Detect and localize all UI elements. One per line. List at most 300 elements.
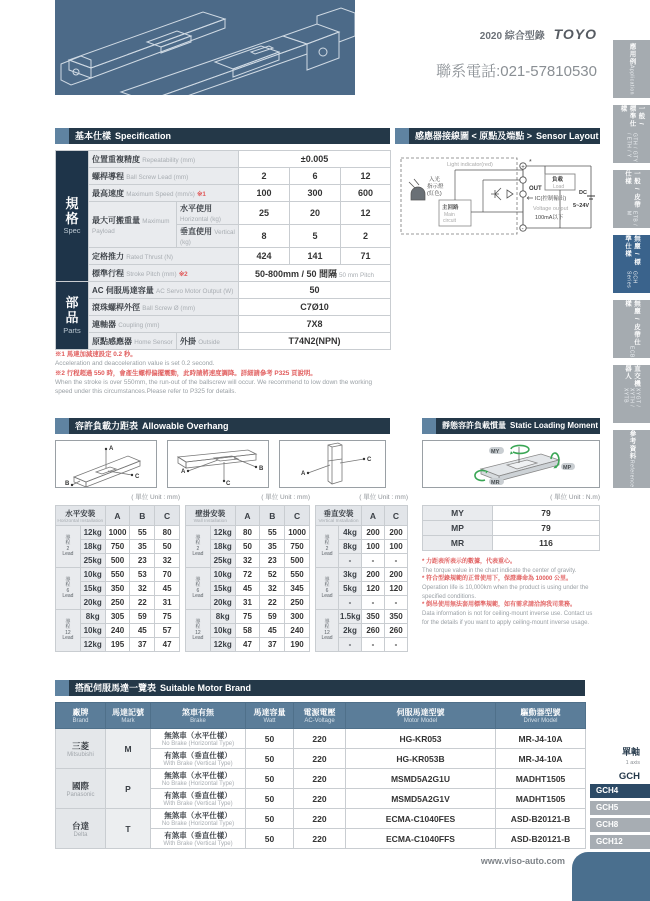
payload-weight: 4kg bbox=[339, 526, 362, 540]
overhang-col-c: C bbox=[155, 506, 180, 526]
spec-label: 螺桿導程 Ball Screw Lead (mm) bbox=[89, 168, 239, 185]
overhang-value: 80 bbox=[155, 526, 180, 540]
lead-group-12: 導 程 12 Lead bbox=[186, 610, 211, 652]
svg-text:Light indicator(red): Light indicator(red) bbox=[447, 162, 493, 168]
note-gray: The torque value in the chart indicate the center of gravity. bbox=[422, 567, 577, 574]
sidebar-tab-xygt-xyth-xytb[interactable] bbox=[613, 365, 650, 423]
brake-type: 無煞車（水平仕樣） No Brake (Horizontal Type) bbox=[151, 729, 246, 749]
note-red: * 倒吊使用無法套用標準規範，如有需求請洽詢我司業務。 bbox=[422, 602, 577, 609]
driver-model: MR-J4-10A bbox=[496, 729, 586, 749]
overhang-value: 55 bbox=[130, 526, 155, 540]
sidebar-tab-etb-m[interactable] bbox=[613, 170, 650, 228]
overhang-value: 550 bbox=[285, 568, 310, 582]
spec-sublabel: 外掛 Outside bbox=[177, 333, 239, 350]
static-moment-diagram bbox=[422, 440, 600, 488]
motor-voltage: 220 bbox=[294, 769, 346, 789]
overhang-value: 240 bbox=[285, 624, 310, 638]
unit-label-moment: ( 單位 Unit : N.m) bbox=[550, 494, 600, 501]
section-accent-square bbox=[55, 418, 69, 434]
payload-weight: 12kg bbox=[210, 638, 235, 652]
overhang-value: 58 bbox=[235, 624, 260, 638]
motor-voltage: 220 bbox=[294, 809, 346, 829]
contact-phone: 聯系電話:021-57810530 bbox=[436, 63, 597, 80]
driver-model: MADHT1505 bbox=[496, 769, 586, 789]
spec-footnotes bbox=[55, 350, 390, 396]
svg-text:MP: MP bbox=[563, 465, 572, 471]
overhang-row bbox=[56, 610, 180, 624]
motor-voltage: 220 bbox=[294, 789, 346, 809]
svg-text:C: C bbox=[367, 457, 372, 463]
spec-sublabel: 水平使用 Horizontal (kg) bbox=[177, 202, 239, 225]
svg-text:DC: DC bbox=[579, 190, 587, 196]
payload-weight: 18kg bbox=[210, 540, 235, 554]
overhang-value: 200 bbox=[362, 568, 385, 582]
overhang-value: 53 bbox=[130, 568, 155, 582]
spec-value: 12 bbox=[341, 202, 391, 225]
svg-text:B: B bbox=[259, 466, 264, 472]
spec-label: 最大可搬重量 Maximum Payload bbox=[89, 202, 177, 248]
spec-value: 5 bbox=[290, 225, 341, 248]
sidebar-tab-gch-series[interactable] bbox=[613, 235, 650, 293]
overhang-install-type: 垂直安裝 Vertical Installation bbox=[316, 506, 362, 526]
overhang-value: 1000 bbox=[105, 526, 130, 540]
overhang-value: 120 bbox=[362, 582, 385, 596]
overhang-row bbox=[186, 568, 310, 582]
overhang-row bbox=[186, 610, 310, 624]
sidebar-tab-application[interactable] bbox=[613, 40, 650, 98]
note-gray: Operation life is 10,000km when the product is using under the specified conditions. bbox=[422, 585, 589, 600]
corner-decoration bbox=[572, 852, 650, 901]
overhang-value: - bbox=[362, 554, 385, 568]
website-url: www.viso-auto.com bbox=[480, 856, 565, 866]
overhang-value: 750 bbox=[105, 540, 130, 554]
overhang-value: 500 bbox=[285, 554, 310, 568]
spec-label: 滾珠螺桿外徑 Ball Screw Ø (mm) bbox=[89, 299, 239, 316]
svg-text:指示燈: 指示燈 bbox=[427, 184, 444, 190]
sidebar-tab-label-zh: 無塵 / 皮帶仕樣 bbox=[624, 300, 640, 346]
svg-text:B: B bbox=[65, 481, 70, 487]
payload-weight: - bbox=[339, 596, 362, 610]
note-gray: When the stroke is over 550mm, the run-out of the ballscrew will occur. We recommend to low down the working speed under this circumstances.Please refer to P325 for details. bbox=[55, 378, 373, 396]
driver-model: MADHT1505 bbox=[496, 789, 586, 809]
overhang-row bbox=[316, 568, 408, 582]
motor-watt: 50 bbox=[246, 789, 294, 809]
moment-value: 79 bbox=[493, 521, 600, 536]
axis-label-en: 1 axis bbox=[625, 759, 640, 766]
overhang-value: 70 bbox=[155, 568, 180, 582]
spec-row bbox=[56, 265, 391, 282]
series-axis-label bbox=[540, 742, 640, 783]
catalog-title bbox=[380, 26, 597, 42]
overhang-value: 57 bbox=[155, 624, 180, 638]
spec-value: 300 bbox=[290, 185, 341, 202]
driver-model: ASD-B20121-B bbox=[496, 829, 586, 849]
overhang-value: 45 bbox=[155, 582, 180, 596]
svg-text:負載: 負載 bbox=[552, 177, 564, 183]
overhang-value: 500 bbox=[105, 554, 130, 568]
overhang-table-wall bbox=[185, 505, 310, 652]
svg-text:(紅色): (紅色) bbox=[427, 191, 442, 197]
motor-mark: P bbox=[106, 769, 151, 809]
overhang-value: 32 bbox=[130, 582, 155, 596]
overhang-header-row bbox=[316, 506, 408, 526]
static-section-header bbox=[422, 418, 600, 434]
motor-voltage: 220 bbox=[294, 829, 346, 849]
overhang-value: 195 bbox=[105, 638, 130, 652]
static-title-en: Static Loading Moment bbox=[510, 421, 598, 430]
sensor-title-en: Sensor Layout bbox=[536, 131, 599, 141]
overhang-value: 1000 bbox=[285, 526, 310, 540]
motor-col-ac-voltage: 電源電壓 AC-Voltage bbox=[294, 703, 346, 729]
motor-model: MSMD5A2G1V bbox=[346, 789, 496, 809]
svg-text:100mA以下: 100mA以下 bbox=[535, 215, 564, 221]
overhang-value: - bbox=[362, 596, 385, 610]
sensor-wiring-diagram bbox=[395, 150, 600, 240]
spec-value: 424 bbox=[239, 248, 290, 265]
unit-label-horizontal: ( 單位 Unit : mm) bbox=[131, 494, 180, 501]
overhang-value: 350 bbox=[362, 610, 385, 624]
note-gray: Acceleration and deacceleration value is set 0.2 second. bbox=[55, 360, 215, 368]
overhang-value: 200 bbox=[362, 526, 385, 540]
overhang-value: 35 bbox=[130, 540, 155, 554]
payload-weight: 20kg bbox=[80, 596, 105, 610]
spec-label: 位置重複精度 Repeatability (mm) bbox=[89, 151, 239, 168]
sidebar-tab-label-zh: 無塵 / 標準仕樣 bbox=[624, 235, 640, 266]
motor-header-row bbox=[56, 703, 586, 729]
overhang-value: 75 bbox=[235, 610, 260, 624]
overhang-value: 200 bbox=[385, 526, 408, 540]
motor-col-motor-model: 伺服馬達型號 Motor Model bbox=[346, 703, 496, 729]
overhang-value: 345 bbox=[285, 582, 310, 596]
overhang-value: 750 bbox=[285, 540, 310, 554]
moment-value: 116 bbox=[493, 536, 600, 551]
product-line-drawing-icon bbox=[55, 0, 355, 95]
spec-value: 20 bbox=[290, 202, 341, 225]
overhang-value: - bbox=[385, 596, 408, 610]
overhang-value: 47 bbox=[155, 638, 180, 652]
motor-title-zh: 搭配伺服馬達一覽表 bbox=[75, 683, 157, 693]
sidebar-tab-gth-gty-eth-y[interactable] bbox=[613, 105, 650, 163]
series-tab-gch8[interactable]: GCH8 bbox=[590, 818, 650, 832]
svg-text:Load: Load bbox=[553, 184, 565, 190]
svg-text:A: A bbox=[109, 446, 114, 452]
spec-value: 12 bbox=[341, 168, 391, 185]
sidebar-tab-label-zh: 一般 / 標準仕樣 bbox=[619, 105, 645, 128]
motor-section-header bbox=[55, 680, 585, 696]
overhang-value: 22 bbox=[260, 596, 285, 610]
section-accent-square bbox=[55, 680, 69, 696]
overhang-install-type: 水平安裝 Horizontal Installation bbox=[56, 506, 106, 526]
overhang-value: 59 bbox=[260, 610, 285, 624]
sensor-section-header bbox=[395, 128, 600, 144]
lead-group-12: 導 程 12 Lead bbox=[56, 610, 81, 652]
overhang-row bbox=[56, 568, 180, 582]
overhang-value: 32 bbox=[260, 582, 285, 596]
overhang-value: 72 bbox=[235, 568, 260, 582]
svg-text:circuit: circuit bbox=[443, 218, 457, 224]
moment-axis-my: MY bbox=[423, 506, 493, 521]
overhang-section-header bbox=[55, 418, 390, 434]
note-red: * 符合型錄規範的正常使用下，保證壽命為 10000 公里。 bbox=[422, 576, 573, 583]
svg-text:MY: MY bbox=[491, 449, 500, 455]
spec-row bbox=[56, 168, 391, 185]
lead-group-2: 導 程 2 Lead bbox=[316, 526, 339, 568]
overhang-value: 50 bbox=[155, 540, 180, 554]
toyo-logo: TOYO bbox=[553, 26, 597, 42]
svg-text:+: + bbox=[521, 164, 525, 171]
svg-text:-: - bbox=[521, 226, 524, 233]
catalog-year-label: 2020 綜合型錄 bbox=[479, 31, 545, 42]
overhang-value: 59 bbox=[130, 610, 155, 624]
section-accent-square bbox=[422, 418, 436, 434]
payload-weight: 12kg bbox=[210, 526, 235, 540]
overhang-table-horizontal bbox=[55, 505, 180, 652]
motor-row bbox=[56, 809, 586, 829]
note-red: ※2 行程超過 550 時，會產生螺桿偏擺震動，此時請將速度調降。詳細請參考 P325 頁說明。 bbox=[55, 369, 317, 377]
section-accent-square bbox=[395, 128, 409, 144]
motor-mark: M bbox=[106, 729, 151, 769]
spec-row bbox=[56, 333, 391, 350]
lead-group-12: 導 程 12 Lead bbox=[316, 610, 339, 652]
overhang-value: 45 bbox=[130, 624, 155, 638]
spec-title-zh: 基本仕樣 bbox=[75, 131, 112, 141]
note-red: ※1 馬達加減速設定 0.2 秒。 bbox=[55, 351, 137, 358]
moment-row bbox=[423, 536, 600, 551]
overhang-value: 50 bbox=[235, 540, 260, 554]
svg-text:Voltage output: Voltage output bbox=[533, 206, 569, 212]
overhang-value: 52 bbox=[260, 568, 285, 582]
overhang-col-a: A bbox=[362, 506, 385, 526]
motor-row bbox=[56, 729, 586, 749]
sidebar-tab-label-en: Reference bbox=[628, 460, 635, 488]
spec-value: 8 bbox=[239, 225, 290, 248]
overhang-value: 250 bbox=[285, 596, 310, 610]
payload-weight: 12kg bbox=[80, 526, 105, 540]
motor-brand-table bbox=[55, 702, 586, 849]
spec-row bbox=[56, 299, 391, 316]
overhang-value: 22 bbox=[130, 596, 155, 610]
svg-text:OUT: OUT bbox=[529, 186, 542, 192]
motor-watt: 50 bbox=[246, 729, 294, 749]
overhang-value: 300 bbox=[285, 610, 310, 624]
sidebar-tab-label-en: ECB bbox=[628, 346, 635, 358]
svg-text:主回路: 主回路 bbox=[442, 205, 459, 211]
series-tab-gch12[interactable]: GCH12 bbox=[590, 835, 650, 849]
driver-model: MR-J4-10A bbox=[496, 749, 586, 769]
spec-row bbox=[56, 282, 391, 299]
payload-weight: 10kg bbox=[210, 624, 235, 638]
motor-model: HG-KR053B bbox=[346, 749, 496, 769]
sidebar-tab-label-zh: 一般 / 皮帶仕樣 bbox=[624, 170, 640, 209]
sidebar-tab-label-zh: 直交機器人 bbox=[624, 365, 640, 388]
overhang-value: 250 bbox=[105, 596, 130, 610]
wall-mount-icon bbox=[168, 441, 268, 487]
unit-label-wall: ( 單位 Unit : mm) bbox=[261, 494, 310, 501]
overhang-row bbox=[56, 526, 180, 540]
overhang-value: - bbox=[385, 554, 408, 568]
spec-value: 100 bbox=[239, 185, 290, 202]
spec-value: C7Ø10 bbox=[239, 299, 391, 316]
note-gray: Data information is not for ceiling-mount inverse use. Contact us for the details if you want to apply ceiling-mount inverse usage. bbox=[422, 611, 593, 626]
svg-text:C: C bbox=[226, 481, 231, 487]
spec-group-spec: 規 格 Spec bbox=[56, 151, 89, 282]
overhang-value: - bbox=[362, 638, 385, 652]
spec-value: 25 bbox=[239, 202, 290, 225]
sidebar-tab-reference[interactable] bbox=[613, 430, 650, 488]
payload-weight: 25kg bbox=[210, 554, 235, 568]
motor-col-watt: 馬達容量 Watt bbox=[246, 703, 294, 729]
sidebar-tab-ecb[interactable] bbox=[613, 300, 650, 358]
payload-weight: 10kg bbox=[210, 568, 235, 582]
payload-weight: 15kg bbox=[210, 582, 235, 596]
moment-axis-mr: MR bbox=[423, 536, 493, 551]
overhang-value: 37 bbox=[130, 638, 155, 652]
series-page-tabs bbox=[590, 784, 650, 852]
spec-row bbox=[56, 151, 391, 168]
horizontal-mount-icon bbox=[56, 441, 156, 487]
motor-mark: T bbox=[106, 809, 151, 849]
overhang-value: 55 bbox=[260, 526, 285, 540]
svg-text:Main: Main bbox=[444, 212, 455, 218]
motor-watt: 50 bbox=[246, 749, 294, 769]
overhang-col-c: C bbox=[385, 506, 408, 526]
overhang-value: 200 bbox=[385, 568, 408, 582]
spec-title-en: Specification bbox=[115, 131, 172, 141]
overhang-value: 32 bbox=[235, 554, 260, 568]
brake-type: 無煞車（水平仕樣） No Brake (Horizontal Type) bbox=[151, 769, 246, 789]
brake-type: 有煞車（垂直仕樣） With Brake (Vertical Type) bbox=[151, 829, 246, 849]
sidebar-tab-label-en: GTH / GTY / ETH / Y bbox=[625, 133, 638, 163]
spec-label: 連軸器 Coupling (mm) bbox=[89, 316, 239, 333]
spec-table bbox=[55, 150, 391, 350]
svg-text:MR: MR bbox=[491, 480, 500, 486]
overhang-diagram-wall bbox=[167, 440, 269, 488]
spec-value: 2 bbox=[239, 168, 290, 185]
spec-value: T74N2(NPN) bbox=[239, 333, 391, 350]
motor-col-brake: 煞車有無 Brake bbox=[151, 703, 246, 729]
spec-value: 6 bbox=[290, 168, 341, 185]
payload-weight: 12kg bbox=[80, 638, 105, 652]
spec-group-parts: 部 品 Parts bbox=[56, 282, 89, 350]
overhang-row bbox=[316, 526, 408, 540]
note-red: * 力距表所表示的數據，代表重心。 bbox=[422, 559, 517, 565]
vertical-mount-icon bbox=[280, 441, 385, 487]
overhang-value: - bbox=[385, 638, 408, 652]
overhang-value: 23 bbox=[130, 554, 155, 568]
spec-value: ±0.005 bbox=[239, 151, 391, 168]
overhang-value: 45 bbox=[235, 582, 260, 596]
motor-col-brand: 廠牌 Brand bbox=[56, 703, 106, 729]
overhang-title-en: Allowable Overhang bbox=[142, 421, 229, 431]
overhang-value: 120 bbox=[385, 582, 408, 596]
spec-value: 2 bbox=[341, 225, 391, 248]
moment-value: 79 bbox=[493, 506, 600, 521]
overhang-col-b: B bbox=[130, 506, 155, 526]
series-tab-gch5[interactable]: GCH5 bbox=[590, 801, 650, 815]
motor-model: HG-KR053 bbox=[346, 729, 496, 749]
lead-group-2: 導 程 2 Lead bbox=[56, 526, 81, 568]
sidebar-tab-label-zh: 應用例 bbox=[628, 42, 636, 66]
sidebar-tab-label-en: Application bbox=[628, 65, 635, 96]
sensor-circuit-icon bbox=[395, 150, 600, 240]
motor-voltage: 220 bbox=[294, 749, 346, 769]
spec-row bbox=[56, 248, 391, 265]
motor-model: ECMA-C1040FFS bbox=[346, 829, 496, 849]
spec-value: 141 bbox=[290, 248, 341, 265]
spec-value: 600 bbox=[341, 185, 391, 202]
overhang-install-type: 壁掛安裝 Wall Installation bbox=[186, 506, 236, 526]
driver-model: ASD-B20121-B bbox=[496, 809, 586, 829]
series-tab-gch4[interactable]: GCH4 bbox=[590, 784, 650, 798]
overhang-value: 350 bbox=[385, 610, 408, 624]
sidebar-tab-label-zh: 參考資料 bbox=[628, 430, 636, 461]
overhang-value: 80 bbox=[235, 526, 260, 540]
spec-section-header bbox=[55, 128, 390, 144]
overhang-value: 550 bbox=[105, 568, 130, 582]
payload-weight: 8kg bbox=[339, 540, 362, 554]
motor-watt: 50 bbox=[246, 829, 294, 849]
payload-weight: 10kg bbox=[80, 568, 105, 582]
static-notes bbox=[422, 558, 600, 628]
overhang-value: 100 bbox=[362, 540, 385, 554]
payload-weight: 8kg bbox=[80, 610, 105, 624]
spec-value: 50 bbox=[239, 282, 391, 299]
payload-weight: 3kg bbox=[339, 568, 362, 582]
payload-weight: 2kg bbox=[339, 624, 362, 638]
moment-axes-icon bbox=[423, 441, 599, 487]
overhang-value: 240 bbox=[105, 624, 130, 638]
overhang-value: 45 bbox=[260, 624, 285, 638]
sidebar-tab-label-en: XYGT / XYTH / XYTB bbox=[622, 387, 641, 408]
category-sidebar bbox=[613, 40, 650, 495]
overhang-diagram-horizontal bbox=[55, 440, 157, 488]
overhang-diagram-vertical bbox=[279, 440, 386, 488]
motor-model: MSMD5A2G1U bbox=[346, 769, 496, 789]
overhang-value: 31 bbox=[235, 596, 260, 610]
payload-weight: - bbox=[339, 638, 362, 652]
brake-type: 無煞車（水平仕樣） No Brake (Horizontal Type) bbox=[151, 809, 246, 829]
overhang-value: 32 bbox=[155, 554, 180, 568]
lead-group-6: 導 程 6 Lead bbox=[316, 568, 339, 610]
spec-label: 最高速度 Maximum Speed (mm/s) ※1 bbox=[89, 185, 239, 202]
spec-value: 50-800mm / 50 間隔 50 mm Pitch bbox=[239, 265, 391, 282]
payload-weight: 18kg bbox=[80, 540, 105, 554]
spec-row bbox=[56, 202, 391, 225]
spec-label: AC 伺服馬達容量 AC Servo Motor Output (W) bbox=[89, 282, 239, 299]
payload-weight: 25kg bbox=[80, 554, 105, 568]
svg-text:C: C bbox=[135, 474, 140, 480]
brake-type: 有煞車（垂直仕樣） With Brake (Vertical Type) bbox=[151, 749, 246, 769]
overhang-value: 31 bbox=[155, 596, 180, 610]
payload-weight: 15kg bbox=[80, 582, 105, 596]
overhang-col-a: A bbox=[105, 506, 130, 526]
lead-group-6: 導 程 6 Lead bbox=[56, 568, 81, 610]
spec-label: 標準行程 Stroke Pitch (mm) ※2 bbox=[89, 265, 239, 282]
motor-voltage: 220 bbox=[294, 729, 346, 749]
svg-text:A: A bbox=[181, 469, 186, 475]
svg-text:A: A bbox=[301, 471, 306, 477]
payload-weight: 8kg bbox=[210, 610, 235, 624]
motor-model: ECMA-C1040FES bbox=[346, 809, 496, 829]
overhang-value: 260 bbox=[385, 624, 408, 638]
unit-label-vertical: ( 單位 Unit : mm) bbox=[359, 494, 408, 501]
overhang-value: 23 bbox=[260, 554, 285, 568]
brand-mitsubishi: 三菱 Mitsubishi bbox=[56, 729, 106, 769]
brake-type: 有煞車（垂直仕樣） With Brake (Vertical Type) bbox=[151, 789, 246, 809]
spec-row bbox=[56, 316, 391, 333]
overhang-header-row bbox=[56, 506, 180, 526]
payload-weight: 1.5kg bbox=[339, 610, 362, 624]
